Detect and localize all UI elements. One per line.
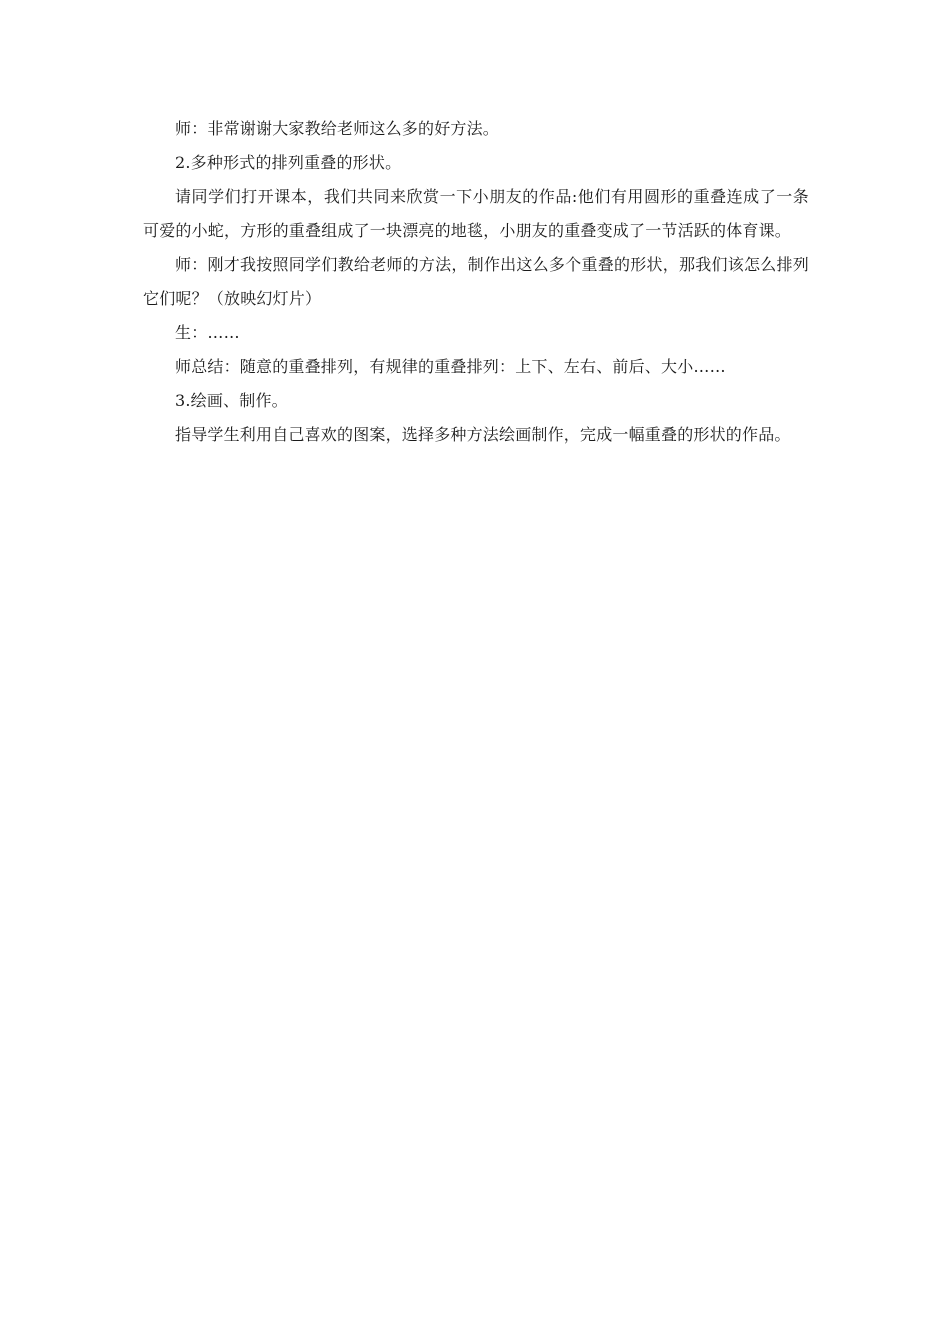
paragraph-student-answer: 生：…… — [175, 323, 240, 342]
paragraph-section-3-heading: 3.绘画、制作。 — [175, 391, 288, 410]
paragraph-teacher-question: 师：刚才我按照同学们教给老师的方法，制作出这么多个重叠的形状，那我们该怎么排列它们呢？（放映幻灯片） — [143, 255, 809, 308]
paragraph-teacher-summary: 师总结：随意的重叠排列，有规律的重叠排列：上下、左右、前后、大小…… — [175, 357, 726, 376]
document-body — [143, 112, 809, 452]
paragraph-section-2-heading: 2.多种形式的排列重叠的形状。 — [175, 153, 402, 172]
paragraph-guide-students: 指导学生利用自己喜欢的图案，选择多种方法绘画制作，完成一幅重叠的形状的作品。 — [175, 425, 791, 444]
paragraph-open-textbook: 请同学们打开课本，我们共同来欣赏一下小朋友的作品:他们有用圆形的重叠连成了一条可爱的小蛇，方形的重叠组成了一块漂亮的地毯，小朋友的重叠变成了一节活跃的体育课。 — [143, 187, 809, 240]
paragraph-teacher-thanks: 师：非常谢谢大家教给老师这么多的好方法。 — [175, 119, 500, 138]
